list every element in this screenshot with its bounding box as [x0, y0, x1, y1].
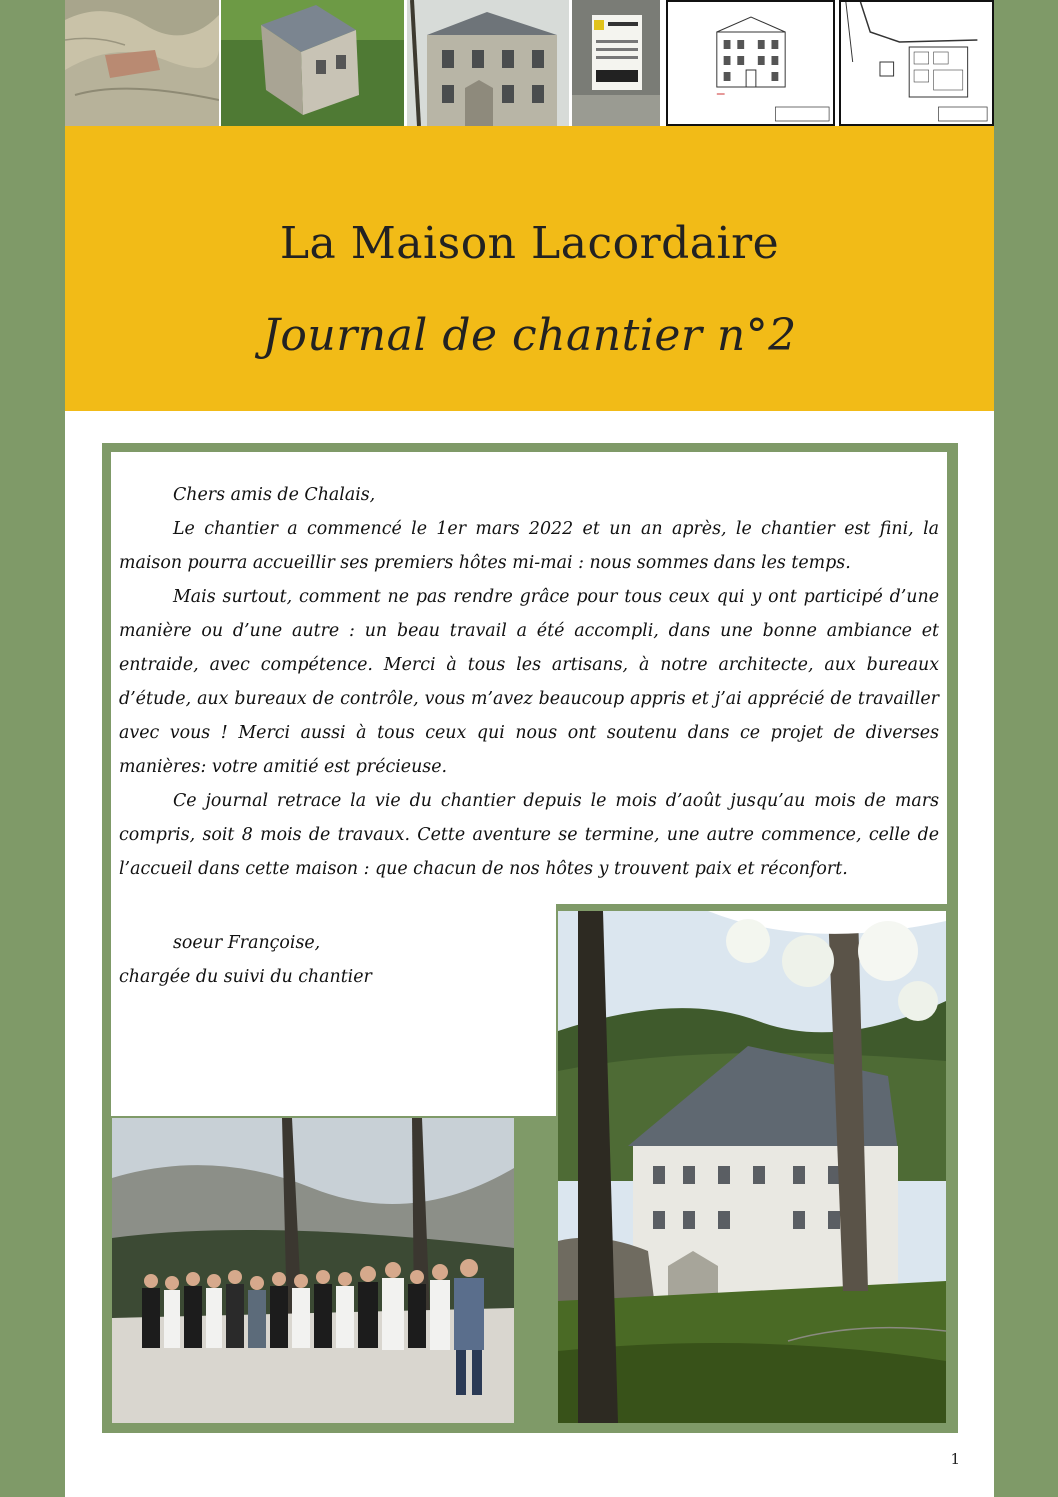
signature-name: soeur Françoise, [173, 933, 321, 953]
signature-role: chargée du suivi du chantier [119, 967, 372, 987]
letter-greeting: Chers amis de Chalais, [173, 485, 376, 505]
facade-drawing-plan [666, 0, 835, 126]
photo-strip [65, 0, 994, 126]
letter-body [119, 478, 939, 886]
site-plan-drawing [839, 0, 994, 126]
page-number: 1 [950, 1450, 960, 1468]
letter-paragraph-2: Mais surtout, comment ne pas rendre grâce pour tous ceux qui y ont participé d’une manière ou d’une autre : un beau travail a été accompli, dans une bonne ambiance et entraide, avec compétence. Merci à tous les artisans, à notre architecte, aux bureaux d’étude, aux bureaux de contrôle, vous m’avez beaucoup appris et j’ai apprécié de travailler avec vous ! Merci aussi à tous ceux qui nous ont soutenu dans ce projet de diverses manières: votre amitié est précieuse. [119, 587, 939, 777]
right-green-margin [994, 0, 1058, 1497]
page-title: La Maison Lacordaire [279, 218, 780, 269]
letter-paragraph-1: Le chantier a commencé le 1er mars 2022 et un an après, le chantier est fini, la maison pourra accueillir ses premiers hôtes mi-mai : nous sommes dans les temps. [119, 519, 939, 573]
letter-signature [119, 926, 539, 994]
page-subtitle: Journal de chantier n°2 [262, 310, 797, 361]
old-map-illustration [65, 0, 219, 126]
house-spring-photo [558, 911, 946, 1423]
group-celebration-photo [112, 1118, 514, 1423]
left-green-margin [0, 0, 65, 1497]
title-banner [65, 126, 994, 411]
construction-sign-photo [572, 0, 660, 126]
letter-paragraph-3: Ce journal retrace la vie du chantier depuis le mois d’août jusqu’au mois de mars compris, soit 8 mois de travaux. Cette aventure se termine, une autre commence, celle de l’accueil dans cette maison : que chacun de nos hôtes y trouvent paix et réconfort. [119, 791, 939, 879]
house-aerial-photo [221, 0, 404, 126]
house-facade-photo [407, 0, 569, 126]
